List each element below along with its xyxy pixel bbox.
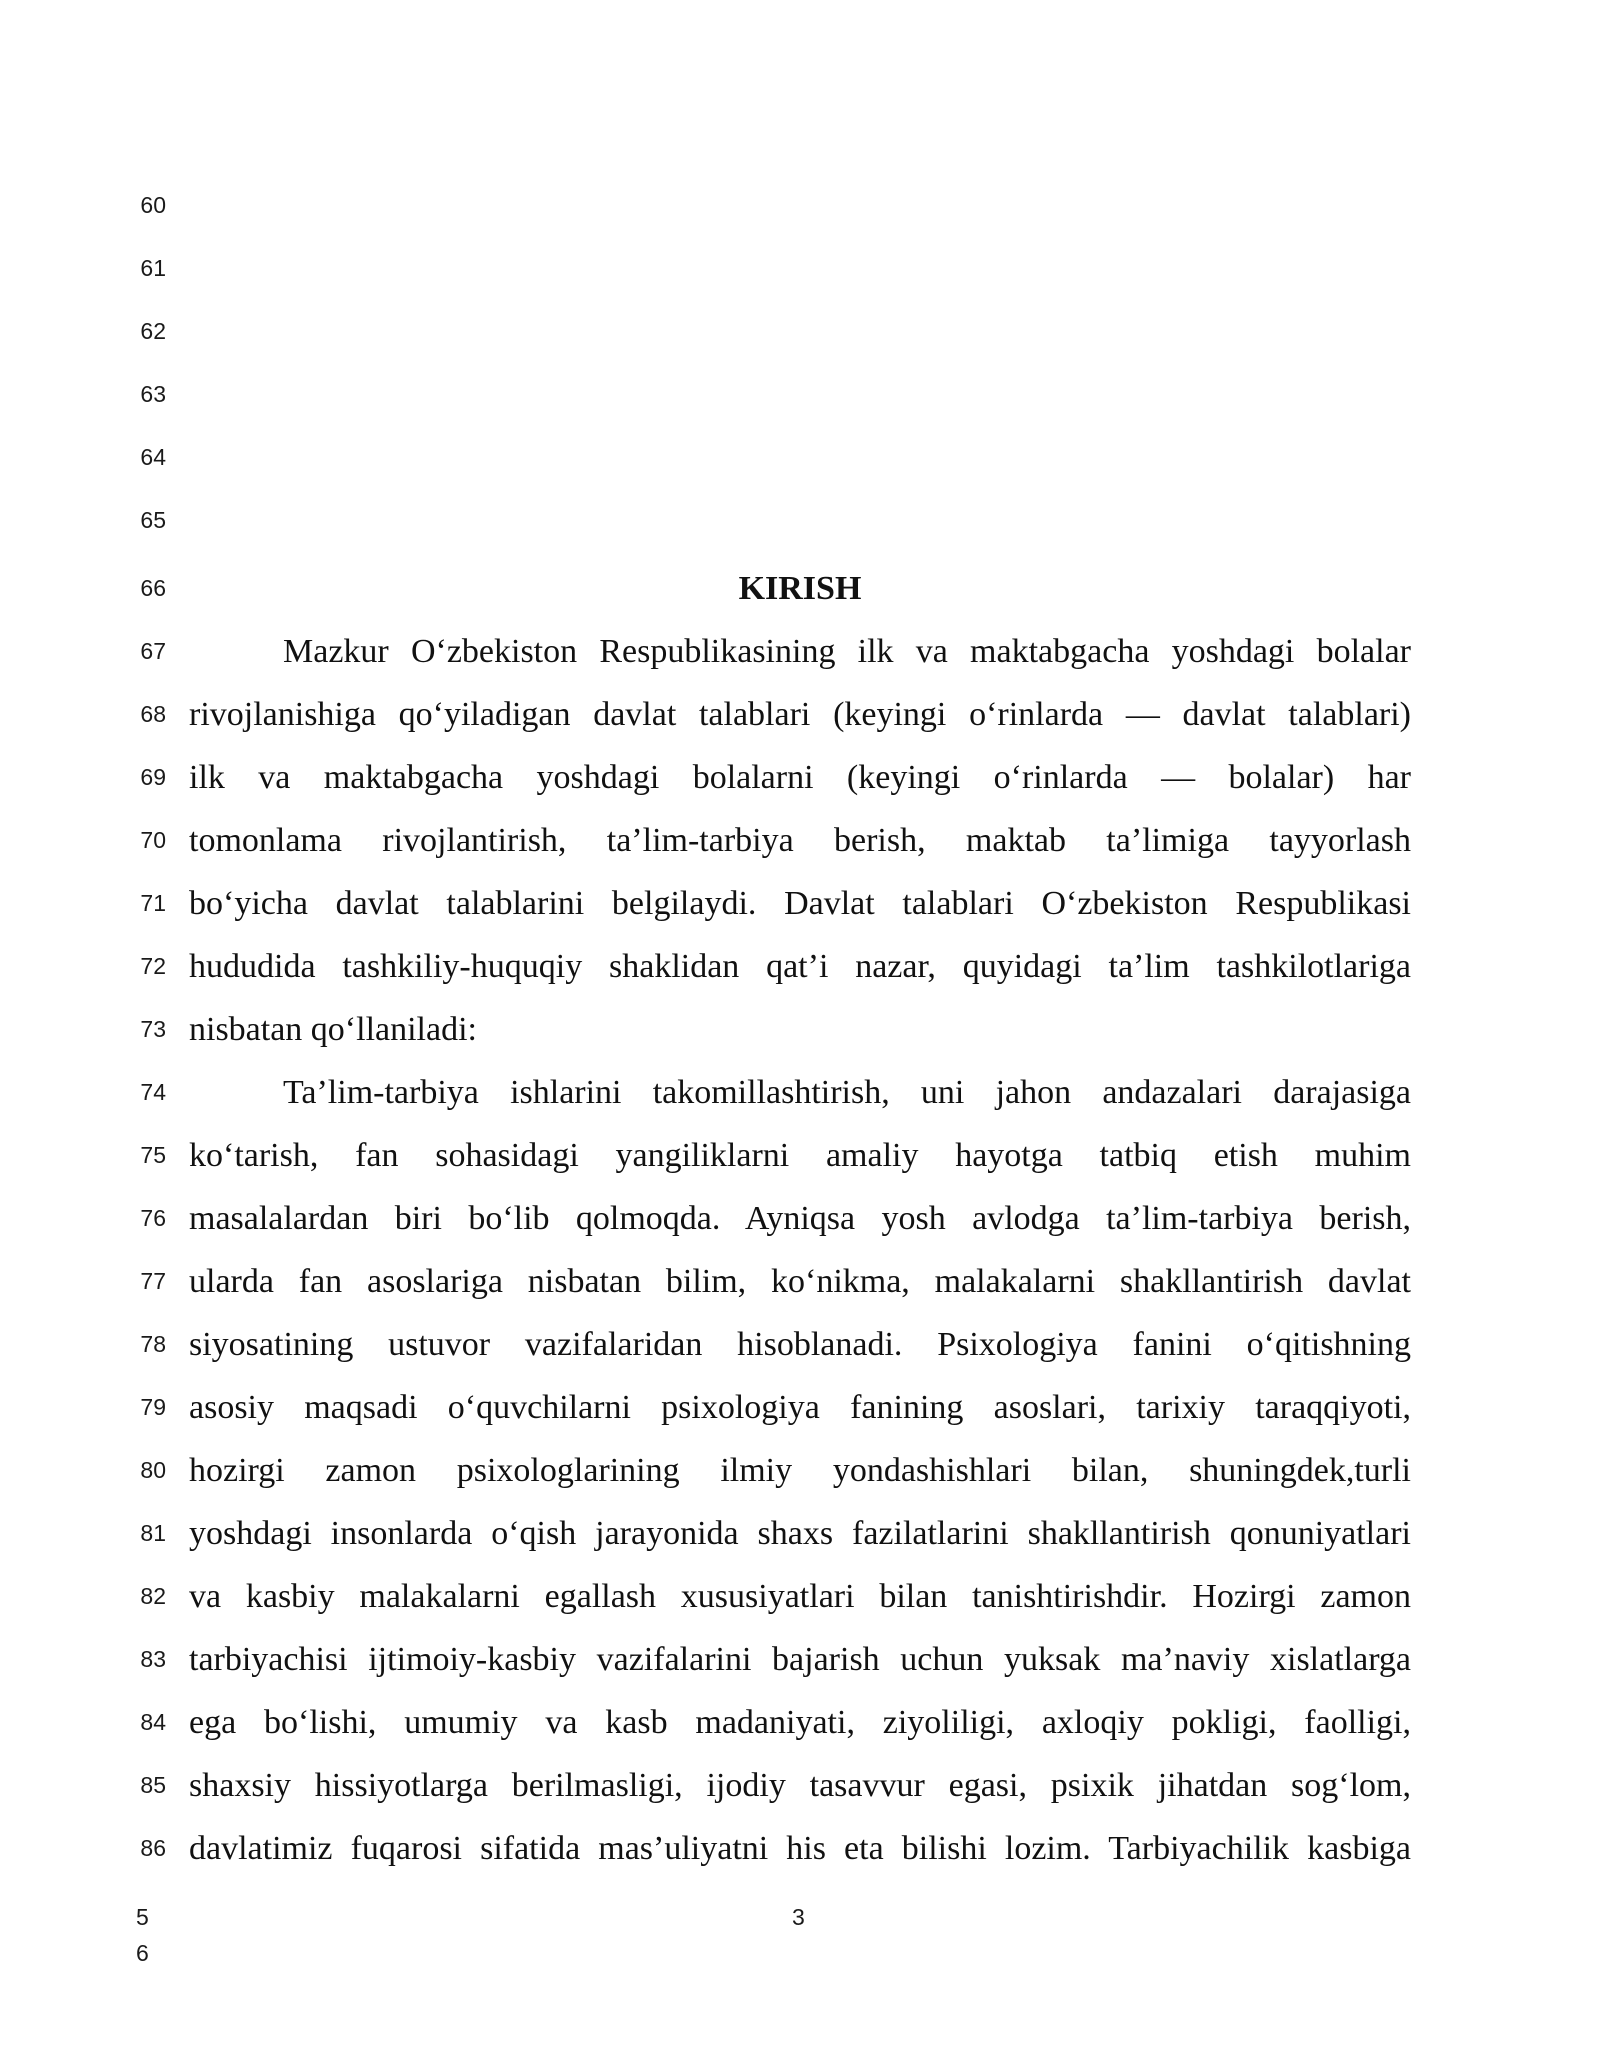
document-line — [0, 426, 1600, 489]
line-number: 65 — [140, 507, 166, 533]
paragraph-line: rivojlanishiga qo‘yiladigan davlat talablari (keyingi o‘rinlarda — davlat talablari) — [189, 696, 1411, 733]
line-number: 79 — [140, 1394, 166, 1420]
paragraph-line: asosiy maqsadi o‘quvchilarni psixologiya fanining asoslari, tarixiy taraqqiyoti, — [189, 1389, 1411, 1426]
line-number: 62 — [140, 318, 166, 344]
line-number: 60 — [140, 192, 166, 218]
document-line — [0, 683, 1600, 746]
line-number: 61 — [140, 255, 166, 281]
document-line — [0, 174, 1600, 237]
line-number: 70 — [140, 827, 166, 853]
document-line — [0, 1691, 1600, 1754]
document-line — [0, 1187, 1600, 1250]
paragraph-line: ega bo‘lishi, umumiy va kasb madaniyati, ziyoliligi, axloqiy pokligi, faolligi, — [189, 1704, 1411, 1741]
paragraph-line: shaxsiy hissiyotlarga berilmasligi, ijodiy tasavvur egasi, psixik jihatdan sog‘lom, — [189, 1767, 1411, 1804]
line-number: 84 — [140, 1709, 166, 1735]
line-number: 76 — [140, 1205, 166, 1231]
document-line — [0, 363, 1600, 426]
document-line — [0, 1124, 1600, 1187]
paragraph-line: ularda fan asoslariga nisbatan bilim, ko‘nikma, malakalarni shakllantirish davlat — [189, 1263, 1411, 1300]
line-number: 82 — [140, 1583, 166, 1609]
paragraph-line: hozirgi zamon psixologlarining ilmiy yondashishlari bilan, shuningdek,turli — [189, 1452, 1411, 1489]
line-number: 67 — [140, 638, 166, 664]
document-line — [0, 1439, 1600, 1502]
document-line — [0, 1754, 1600, 1817]
line-number: 68 — [140, 701, 166, 727]
paragraph-line: tarbiyachisi ijtimoiy-kasbiy vazifalarini bajarish uchun yuksak ma’naviy xislatlarga — [189, 1641, 1411, 1678]
paragraph-line: yoshdagi insonlarda o‘qish jarayonida shaxs fazilatlarini shakllantirish qonuniyatlari — [189, 1515, 1411, 1552]
paragraph-line: ilk va maktabgacha yoshdagi bolalarni (keyingi o‘rinlarda — bolalar) har — [189, 759, 1411, 796]
line-number: 63 — [140, 381, 166, 407]
line-number: 80 — [140, 1457, 166, 1483]
line-number: 83 — [140, 1646, 166, 1672]
line-number: 85 — [140, 1772, 166, 1798]
line-number: 78 — [140, 1331, 166, 1357]
document-line — [0, 809, 1600, 872]
paragraph-line: siyosatining ustuvor vazifalaridan hisoblanadi. Psixologiya fanini o‘qitishning — [189, 1326, 1411, 1363]
document-line — [0, 1628, 1600, 1691]
document-line — [0, 1313, 1600, 1376]
line-number: 73 — [140, 1016, 166, 1042]
paragraph-line: nisbatan qo‘llaniladi: — [189, 1011, 477, 1048]
document-line — [0, 872, 1600, 935]
line-number: 74 — [140, 1079, 166, 1105]
page-number: 3 — [792, 1904, 805, 1930]
document-line — [0, 300, 1600, 363]
paragraph-line: Ta’lim-tarbiya ishlarini takomillashtirish, uni jahon andazalari darajasiga — [283, 1074, 1411, 1111]
footer-left-number-bottom: 6 — [136, 1940, 149, 1966]
line-number: 66 — [140, 575, 166, 601]
document-line — [0, 935, 1600, 998]
line-number: 69 — [140, 764, 166, 790]
document-line — [0, 1817, 1600, 1880]
section-title: KIRISH — [738, 570, 862, 607]
paragraph-line: bo‘yicha davlat talablarini belgilaydi. Davlat talablari O‘zbekiston Respublikasi — [189, 885, 1411, 922]
line-number: 64 — [140, 444, 166, 470]
document-line — [0, 237, 1600, 300]
line-number: 86 — [140, 1835, 166, 1861]
document-line — [0, 998, 1600, 1061]
document-line — [0, 1061, 1600, 1124]
document-line — [0, 489, 1600, 552]
footer-left-number-top: 5 — [136, 1904, 149, 1930]
paragraph-line: Mazkur O‘zbekiston Respublikasining ilk va maktabgacha yoshdagi bolalar — [283, 633, 1411, 670]
document-line — [0, 557, 1600, 620]
paragraph-line: davlatimiz fuqarosi sifatida mas’uliyatni his eta bilishi lozim. Tarbiyachilik kasbiga — [189, 1830, 1411, 1867]
paragraph-line: hududida tashkiliy-huquqiy shaklidan qat’i nazar, quyidagi ta’lim tashkilotlariga — [189, 948, 1411, 985]
line-number: 72 — [140, 953, 166, 979]
line-number: 81 — [140, 1520, 166, 1546]
line-number: 75 — [140, 1142, 166, 1168]
document-line — [0, 1565, 1600, 1628]
document-line — [0, 620, 1600, 683]
paragraph-line: tomonlama rivojlantirish, ta’lim-tarbiya berish, maktab ta’limiga tayyorlash — [189, 822, 1411, 859]
document-line — [0, 1250, 1600, 1313]
document-line — [0, 746, 1600, 809]
document-line — [0, 1502, 1600, 1565]
paragraph-line: ko‘tarish, fan sohasidagi yangiliklarni amaliy hayotga tatbiq etish muhim — [189, 1137, 1411, 1174]
line-number: 71 — [140, 890, 166, 916]
paragraph-line: masalalardan biri bo‘lib qolmoqda. Ayniqsa yosh avlodga ta’lim-tarbiya berish, — [189, 1200, 1411, 1237]
paragraph-line: va kasbiy malakalarni egallash xususiyatlari bilan tanishtirishdir. Hozirgi zamon — [189, 1578, 1411, 1615]
line-number: 77 — [140, 1268, 166, 1294]
document-line — [0, 1376, 1600, 1439]
